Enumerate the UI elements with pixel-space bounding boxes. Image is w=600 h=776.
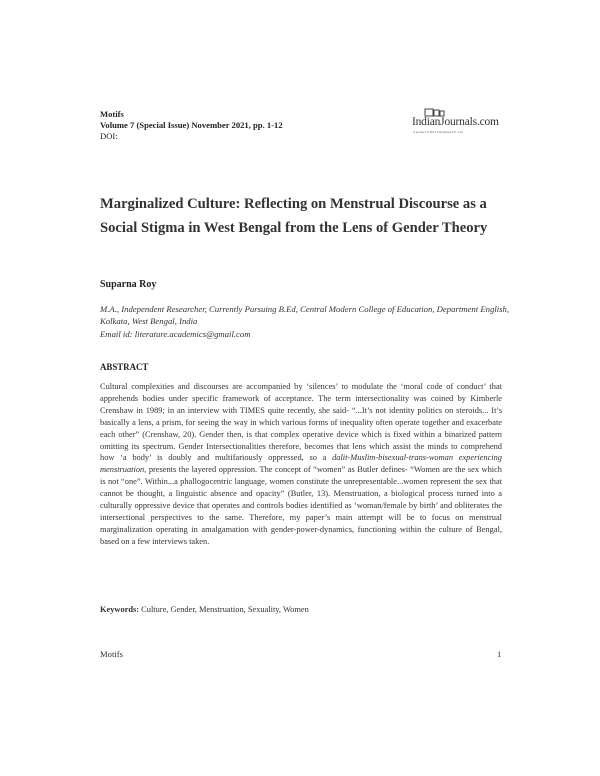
abstract-part-1: Cultural complexities and discourses are accompanied by ‘silences’ to modulate the ‘moral code of conduct’ that apprehends bodies under specific framework of acceptance. The term intersectionality was coined by Kimberle Crenshaw in 1989; in an interview with TIMES quite recently, she said- “...It’s not identity politics on steroids... It’s basically a lens, a prism, for seeing the way in which various forms of inequality often operate together and exacerbate each other” (Crenshaw, 20). Gender then, is that complex operative device which is fixed within a binarized pattern omitting its spectrum. Gender Intersectionalities therefore, becomes that lens which assist the minds to comprehend how ‘a body’ is doubly and multifariously oppressed, so a — [100, 382, 502, 463]
keywords-value: Culture, Gender, Menstruation, Sexuality, Women — [139, 605, 309, 614]
logo-tagline: A product of Diva Enterprises Pvt. Ltd. — [413, 130, 464, 134]
abstract-part-2: presents the layered oppression. The concept of “women” as Butler defines- “Women are the sex which is not “one”. Within...a phallogocentric language, women constitute the unrepresentable...women represent the sex that cannot be thought, a linguistic absence and opacity” (Butler, 13). Menstruation, a biological process turned into a culturally oppressive device that operates and controls bodies identified as ‘woman/female by birth’ and obliterates the intersectional perspectives to the same. Therefore, my paper’s main attempt will be to focus on menstrual marginalization operating in amalgamation with gender-power-dynamics, functioning within the culture of Bengal, based on a few interviews taken. — [100, 465, 502, 546]
journal-issue: Volume 7 (Special Issue) November 2021, pp. 1-12 — [100, 120, 283, 130]
indianjournals-logo — [412, 108, 504, 134]
abstract-heading: ABSTRACT — [100, 362, 149, 372]
logo-text: IndianJournals.com — [412, 116, 499, 128]
author-email: Email id: literature.academics@gmail.com — [100, 328, 251, 339]
author-affiliation — [100, 303, 510, 340]
page-number: 1 — [497, 649, 502, 659]
abstract-text — [100, 381, 502, 548]
affiliation-line: M.A., Independent Researcher, Currently Pursuing B.Ed, Central Modern College of Education, Department English, Kolkata, West Bengal, India — [100, 304, 510, 327]
keywords-label: Keywords: — [100, 605, 140, 614]
keywords — [100, 605, 309, 614]
author-name: Suparna Roy — [100, 279, 157, 290]
journal-doi: DOI: — [100, 131, 118, 141]
abstract-emphasis: dalit-Muslim-bisexual-trans-woman experiencing menstruation, — [100, 453, 502, 475]
article-title: Marginalized Culture: Reflecting on Menstrual Discourse as a Social Stigma in West Bengal from the Lens of Gender Theory — [100, 196, 488, 236]
journal-info — [100, 109, 283, 142]
journal-name: Motifs — [100, 109, 124, 119]
footer-journal: Motifs — [100, 649, 123, 659]
